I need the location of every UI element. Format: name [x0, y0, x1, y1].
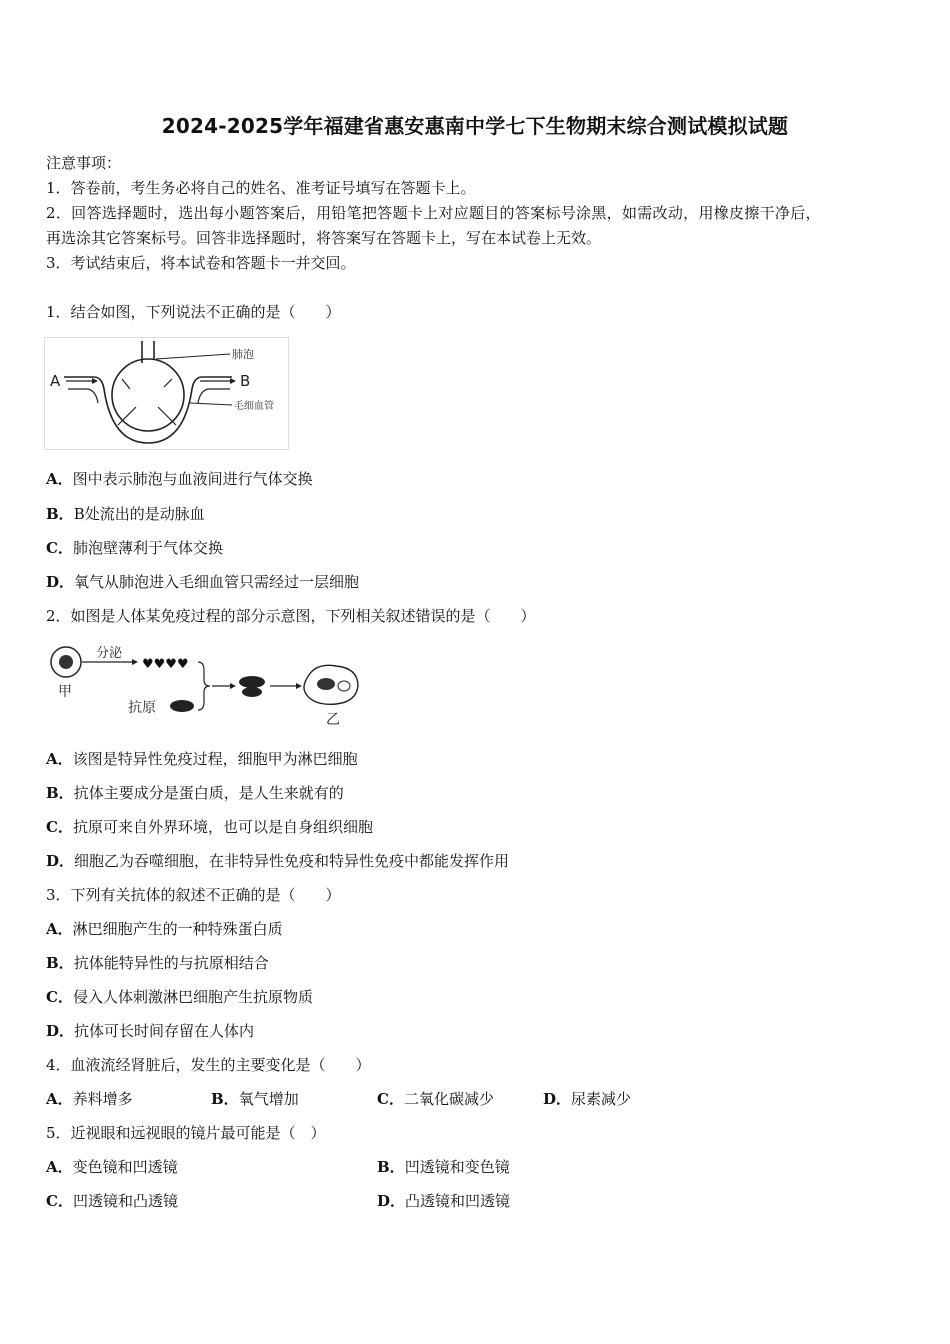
label-jia: 甲: [58, 684, 72, 700]
notice-item-2-line-1: 2．回答选择题时，选出每小题答案后，用铅笔把答题卡上对应题目的答案标号涂黑，如需改动，用橡皮擦干净后，: [46, 204, 821, 222]
alveolus-capillary-figure: [44, 337, 290, 451]
q5-option-d: D．凸透镜和凹透镜: [377, 1192, 511, 1210]
q3-option-c: C．侵入人体刺激淋巴细胞产生抗原物质: [46, 988, 313, 1006]
q2-option-c: C．抗原可来自外界环境，也可以是自身组织细胞: [46, 818, 373, 836]
antibody-icons: ♥♥♥♥: [142, 657, 189, 672]
q4-option-a: A．养料增多: [46, 1090, 133, 1108]
q3-option-b: B．抗体能特异性的与抗原相结合: [46, 954, 269, 972]
notice-item-3: 3．考试结束后，将本试卷和答题卡一并交回。: [46, 254, 356, 272]
q1-option-d: D．氧气从肺泡进入毛细血管只需经过一层细胞: [46, 573, 360, 591]
q1-option-a: A．图中表示肺泡与血液间进行气体交换: [46, 470, 313, 488]
q4-option-d: D．尿素减少: [543, 1090, 632, 1108]
q5-option-c: C．凹透镜和凸透镜: [46, 1192, 178, 1210]
q2-option-a: A．该图是特异性免疫过程，细胞甲为淋巴细胞: [46, 750, 358, 768]
label-secrete: 分泌: [96, 646, 123, 661]
notice-item-2-line-2: 再选涂其它答案标号。回答非选择题时，将答案写在答题卡上，写在本试卷上无效。: [46, 229, 602, 247]
q4-option-b: B．氧气增加: [211, 1090, 299, 1108]
q4-stem: 4．血液流经肾脏后，发生的主要变化是（ ）: [46, 1056, 371, 1074]
q2-option-d: D．细胞乙为吞噬细胞，在非特异性免疫和特异性免疫中都能发挥作用: [46, 852, 510, 870]
q1-option-c: C．肺泡壁薄利于气体交换: [46, 539, 223, 557]
q3-stem: 3．下列有关抗体的叙述不正确的是（ ）: [46, 886, 341, 904]
immune-process-figure: [44, 640, 364, 730]
label-capillary: 毛细血管: [234, 401, 274, 412]
q2-option-b: B．抗体主要成分是蛋白质，是人生来就有的: [46, 784, 344, 802]
label-a: A: [50, 372, 61, 390]
q3-option-a: A．淋巴细胞产生的一种特殊蛋白质: [46, 920, 283, 938]
q1-option-b: B．B处流出的是动脉血: [46, 505, 205, 523]
page-title: 2024-2025学年福建省惠安惠南中学七下生物期末综合测试模拟试题: [161, 114, 789, 138]
notice-heading: 注意事项：: [46, 154, 122, 172]
label-b: B: [240, 372, 251, 390]
q5-option-b: B．凹透镜和变色镜: [377, 1158, 510, 1176]
label-antigen: 抗原: [128, 700, 156, 716]
label-yi: 乙: [326, 712, 340, 728]
notice-item-1: 1．答卷前，考生务必将自己的姓名、准考证号填写在答题卡上。: [46, 179, 476, 197]
q5-stem: 5．近视眼和远视眼的镜片最可能是（ ）: [46, 1124, 326, 1142]
q1-stem: 1．结合如图，下列说法不正确的是（ ）: [46, 303, 341, 321]
q5-option-a: A．变色镜和凹透镜: [46, 1158, 178, 1176]
label-alveolus: 肺泡: [232, 348, 254, 361]
q4-option-c: C．二氧化碳减少: [377, 1090, 494, 1108]
q3-option-d: D．抗体可长时间存留在人体内: [46, 1022, 255, 1040]
q2-stem: 2．如图是人体某免疫过程的部分示意图，下列相关叙述错误的是（ ）: [46, 607, 536, 625]
